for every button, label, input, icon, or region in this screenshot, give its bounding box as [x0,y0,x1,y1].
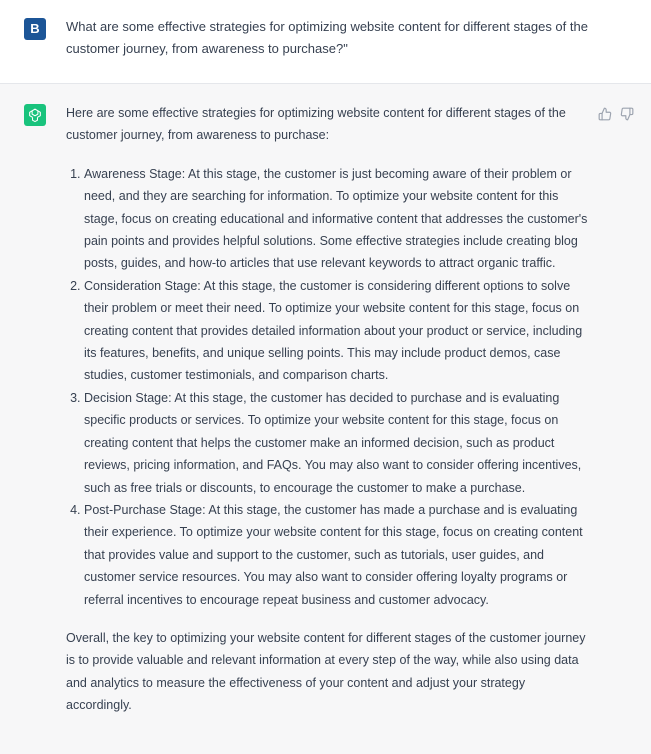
openai-logo-icon [24,104,46,126]
thumbs-down-button[interactable] [619,106,635,122]
assistant-message-row [0,84,651,754]
user-message-row [0,0,651,84]
feedback-buttons [597,106,635,122]
assistant-message-text [66,102,591,717]
list-item: 3. Decision Stage: At this stage, the customer has decided to purchase and is evaluating specific products or services. To optimize your website content for this stage, focus on creating content that helps the customer make an informed decision, such as product reviews, pricing information, and FAQs. You may also want to consider offering incentives, such as free trials or discounts, to encourage the customer to make a purchase. [84,387,591,499]
thumbs-up-icon [598,107,612,121]
strategy-list [66,163,591,611]
thumbs-down-icon [620,107,634,121]
user-message-text: What are some effective strategies for optimizing website content for different stages of the customer journey, from awareness to purchase?" [66,19,588,56]
list-item: 2. Consideration Stage: At this stage, the customer is considering different options to solve their problem or meet their need. To optimize your website content for this stage, focus on creating content that provides detailed information about your product or service, including its features, benefits, and unique selling points. This may include product demos, case studies, customer testimonials, and comparison charts. [84,275,591,387]
thumbs-up-button[interactable] [597,106,613,122]
answer-intro: Here are some effective strategies for optimizing website content for different stages of the customer journey, from awareness to purchase: [66,106,566,143]
answer-conclusion: Overall, the key to optimizing your website content for different stages of the customer journey is to provide valuable and relevant information at every step of the way, while also using data and analytics to measure the effectiveness of your content and adjust your strategy accordingly. [66,630,586,713]
user-avatar: B [24,18,46,40]
list-item: 4. Post-Purchase Stage: At this stage, the customer has made a purchase and is evaluating their experience. To optimize your website content for this stage, focus on creating content that provides value and support to the customer, such as tutorials, user guides, and customer service resources. You may also want to consider offering loyalty programs or referral incentives to encourage repeat business and customer advocacy. [84,499,591,611]
list-item: 1. Awareness Stage: At this stage, the customer is just becoming aware of their problem or need, and they are searching for information. To optimize your website content for this stage, focus on creating educational and informative content that addresses the customer's pain points and provides helpful solutions. Some effective strategies include creating blog posts, guides, and how-to articles that use relevant keywords to attract organic traffic. [84,163,591,275]
